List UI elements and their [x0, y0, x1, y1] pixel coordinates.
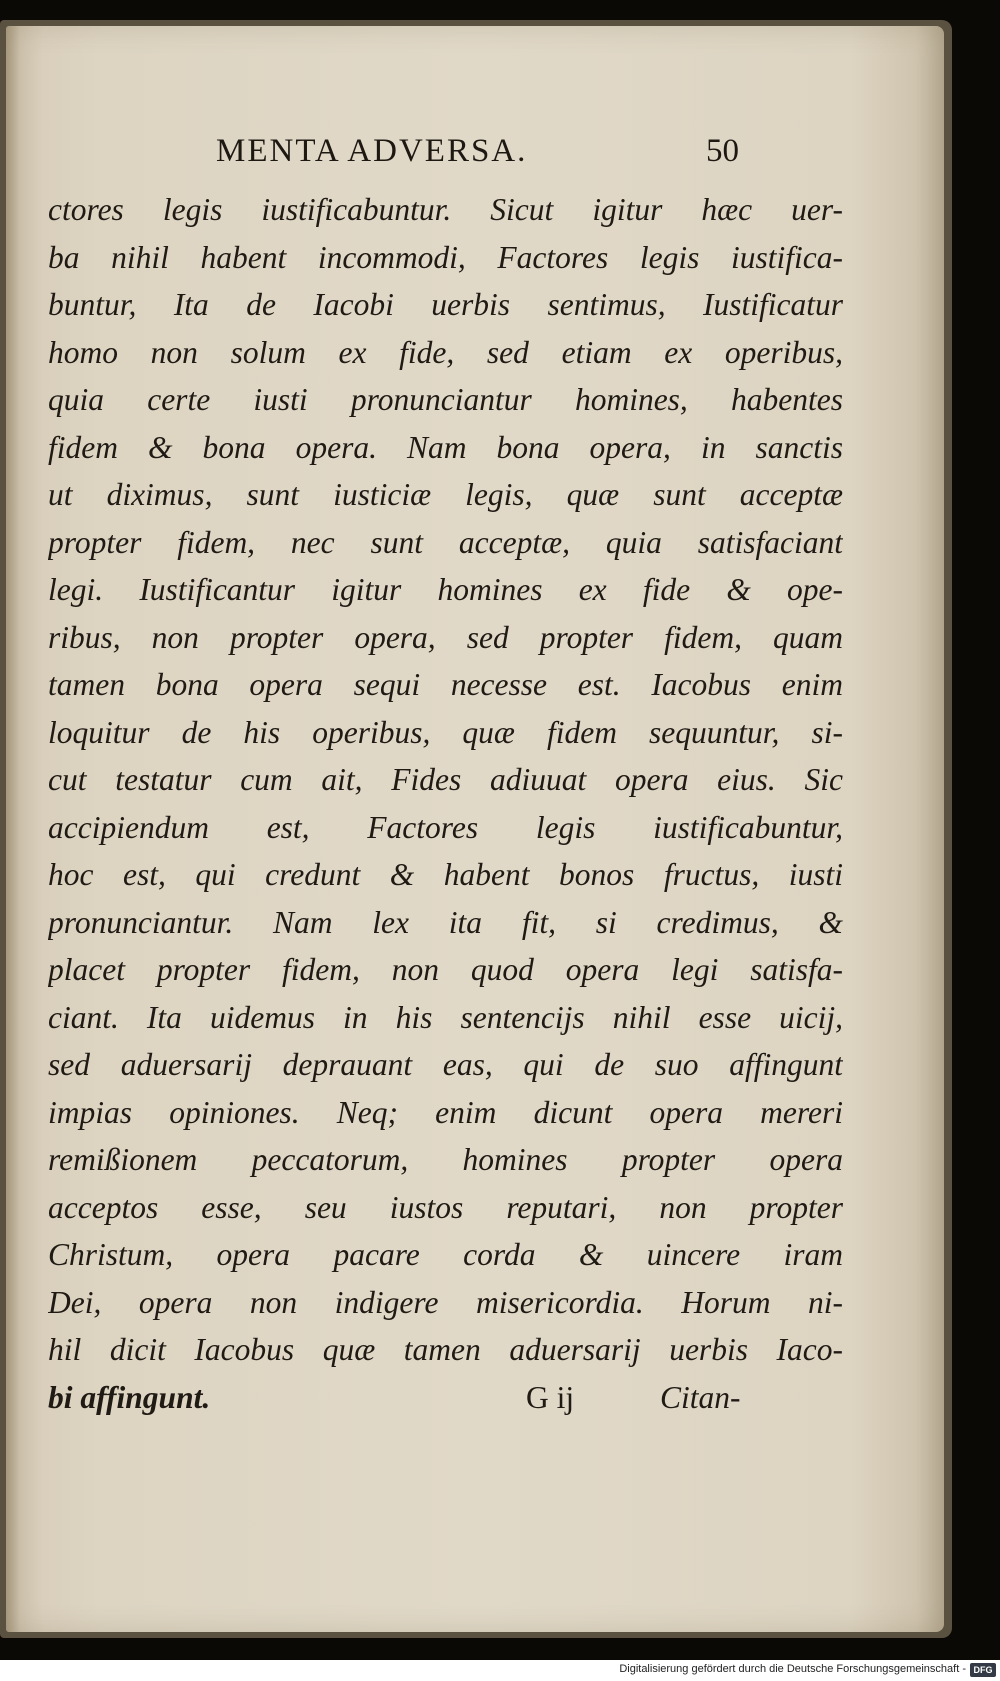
catchword: Citan-	[660, 1379, 741, 1415]
text-line: sed aduersarij deprauant eas, qui de suo affingunt	[48, 1047, 843, 1082]
text-line: ctores legis iustificabuntur. Sicut igitur hæc uer-	[48, 192, 843, 227]
text-line: impias opiniones. Neq; enim dicunt opera mereri	[48, 1094, 843, 1130]
final-words: bi affingunt.	[48, 1379, 211, 1415]
running-head	[6, 126, 944, 176]
text-line: propter fidem, nec sunt acceptæ, quia satisfaciant	[48, 524, 843, 560]
text-line: placet propter fidem, non quod opera legi satisfa-	[48, 952, 843, 987]
body-text	[48, 186, 843, 1421]
text-line: pronunciantur. Nam lex ita fit, si credimus, &	[48, 904, 843, 940]
text-line: loquitur de his operibus, quæ fidem sequuntur, si-	[48, 714, 843, 750]
text-line: legi. Iustificantur igitur homines ex fide & ope-	[48, 572, 843, 607]
dfg-logo: DFG	[970, 1663, 996, 1677]
page-gutter-edge	[6, 26, 20, 1632]
text-line: tamen bona opera sequi necesse est. Iacobus enim	[48, 667, 843, 702]
text-line: fidem & bona opera. Nam bona opera, in sanctis	[48, 429, 843, 465]
final-text-line	[48, 1374, 843, 1422]
text-line: ut diximus, sunt iusticiæ legis, quæ sunt acceptæ	[48, 477, 843, 512]
digitization-footer	[0, 1660, 1000, 1681]
text-line: hil dicit Iacobus quæ tamen aduersarij uerbis Iaco-	[48, 1332, 843, 1367]
text-line: ciant. Ita uidemus in his sentencijs nihil esse uicij,	[48, 999, 843, 1035]
book-page	[6, 26, 944, 1632]
running-head-title: MENTA ADVERSA.	[216, 133, 528, 169]
text-line: hoc est, qui credunt & habent bonos fructus, iusti	[48, 857, 843, 892]
text-line: quia certe iusti pronunciantur homines, habentes	[48, 382, 843, 417]
text-line: accipiendum est, Factores legis iustificabuntur,	[48, 809, 843, 845]
text-line: Christum, opera pacare corda & uincere iram	[48, 1237, 843, 1272]
text-line: Dei, opera non indigere misericordia. Horum ni-	[48, 1284, 843, 1320]
text-line: remißionem peccatorum, homines propter opera	[48, 1142, 843, 1177]
signature-mark: G ij	[526, 1379, 575, 1415]
text-line: buntur, Ita de Iacobi uerbis sentimus, Iustificatur	[48, 287, 843, 322]
text-line: homo non solum ex fide, sed etiam ex operibus,	[48, 334, 843, 370]
text-line: ba nihil habent incommodi, Factores legis iustifica-	[48, 239, 843, 275]
funding-credit: Digitalisierung gefördert durch die Deutsche Forschungsgemeinschaft -	[619, 1663, 966, 1675]
text-line: ribus, non propter opera, sed propter fidem, quam	[48, 619, 843, 655]
text-line: cut testatur cum ait, Fides adiuuat opera eius. Sic	[48, 762, 843, 797]
text-line: acceptos esse, seu iustos reputari, non propter	[48, 1189, 843, 1225]
page-number: 50	[706, 133, 739, 169]
